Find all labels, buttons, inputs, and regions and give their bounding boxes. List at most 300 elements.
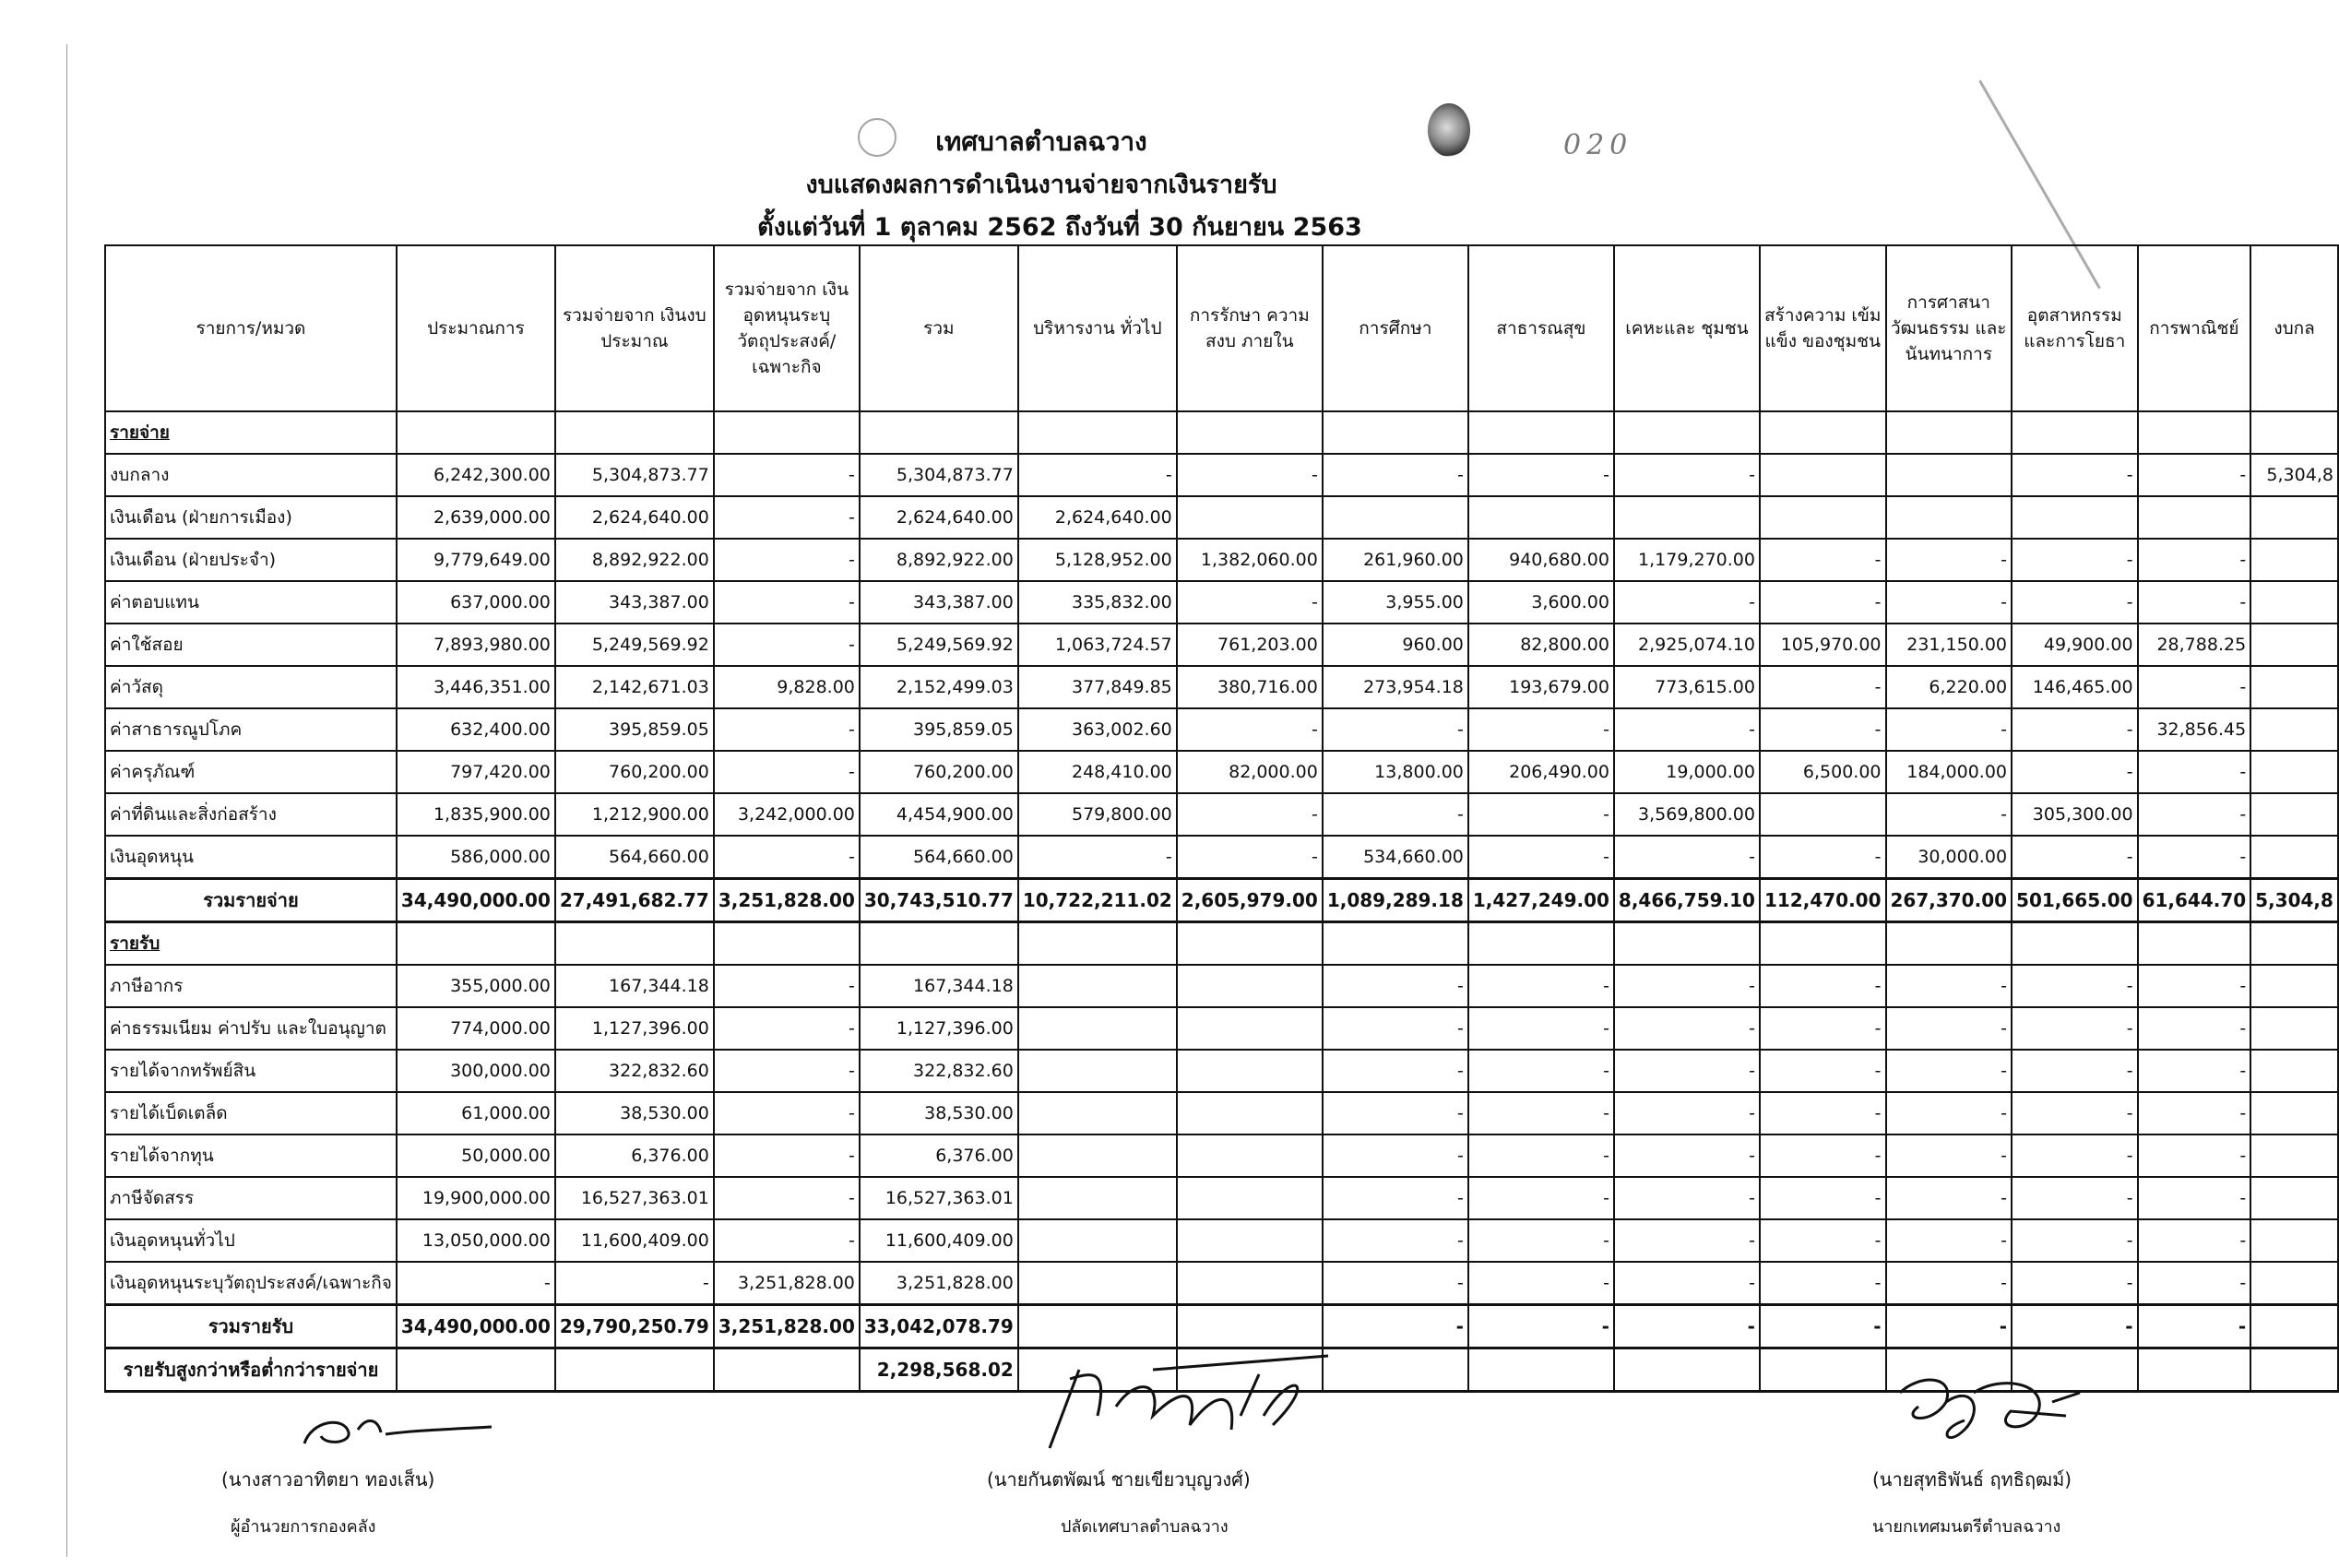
- table-cell: [1323, 496, 1468, 539]
- table-cell: [555, 922, 714, 966]
- table-cell: [2250, 539, 2338, 581]
- table-cell: 322,832.60: [555, 1050, 714, 1092]
- table-cell: 32,856.45: [2138, 708, 2251, 751]
- table-row: [105, 1050, 2338, 1092]
- table-cell: 1,089,289.18: [1323, 879, 1468, 922]
- report-table: [104, 244, 2339, 1393]
- table-cell: 231,150.00: [1886, 624, 2012, 666]
- table-cell: -: [1886, 1092, 2012, 1134]
- table-cell: 11,600,409.00: [860, 1219, 1018, 1262]
- table-cell: [2250, 624, 2338, 666]
- table-cell: -: [1614, 581, 1760, 624]
- table-cell: 30,743,510.77: [860, 879, 1018, 922]
- signatory-2-role: ปลัดเทศบาลตำบลฉวาง: [1061, 1517, 1229, 1537]
- table-cell: 33,042,078.79: [860, 1305, 1018, 1348]
- table-cell: [1018, 1134, 1177, 1177]
- table-cell: [1177, 1262, 1323, 1305]
- table-cell: -: [2012, 965, 2138, 1007]
- table-cell: -: [1323, 1007, 1468, 1050]
- table-cell: -: [2012, 581, 2138, 624]
- table-cell: [1018, 411, 1177, 454]
- table-cell: -: [1760, 1262, 1886, 1305]
- table-cell: 1,212,900.00: [555, 793, 714, 836]
- table-cell: -: [2012, 1092, 2138, 1134]
- table-row: [105, 1177, 2338, 1219]
- table-cell: -: [1760, 581, 1886, 624]
- table-cell: -: [714, 624, 860, 666]
- table-cell: 38,530.00: [555, 1092, 714, 1134]
- table-cell: [2250, 1219, 2338, 1262]
- table-cell: -: [2012, 1177, 2138, 1219]
- table-cell: 3,251,828.00: [860, 1262, 1018, 1305]
- table-cell: -: [1614, 454, 1760, 496]
- signatory-1-name: (นางสาวอาทิตยา ทองเส็น): [221, 1468, 435, 1491]
- table-cell: -: [714, 1134, 860, 1177]
- table-cell: 564,660.00: [860, 836, 1018, 879]
- table-cell: [1018, 1219, 1177, 1262]
- table-header-row: [105, 245, 2338, 411]
- table-cell: -: [2138, 539, 2251, 581]
- table-cell: -: [2012, 1007, 2138, 1050]
- table-cell: 16,527,363.01: [555, 1177, 714, 1219]
- table-cell: 5,304,873.77: [860, 454, 1018, 496]
- table-cell: -: [1886, 1050, 2012, 1092]
- signature-mayor: [1882, 1365, 2103, 1457]
- table-cell: -: [2138, 1092, 2251, 1134]
- table-cell: [1177, 1134, 1323, 1177]
- table-cell: [1760, 454, 1886, 496]
- table-cell: [1018, 922, 1177, 966]
- column-header: อุตสาหกรรม และการโยธา: [2012, 245, 2138, 411]
- table-cell: -: [1468, 1177, 1614, 1219]
- table-cell: 3,251,828.00: [714, 879, 860, 922]
- table-cell: -: [714, 581, 860, 624]
- table-cell: [1760, 496, 1886, 539]
- table-cell: 11,600,409.00: [555, 1219, 714, 1262]
- table-cell: 82,000.00: [1177, 751, 1323, 793]
- table-cell: -: [1323, 793, 1468, 836]
- table-cell: -: [1468, 454, 1614, 496]
- table-cell: -: [1614, 1305, 1760, 1348]
- section-row: [105, 922, 2338, 966]
- table-cell: -: [2138, 1134, 2251, 1177]
- table-cell: 167,344.18: [555, 965, 714, 1007]
- table-cell: -: [2138, 666, 2251, 708]
- table-cell: -: [1323, 1219, 1468, 1262]
- table-cell: -: [1323, 454, 1468, 496]
- table-cell: [1323, 922, 1468, 966]
- table-cell: [1018, 965, 1177, 1007]
- table-cell: -: [1323, 1305, 1468, 1348]
- table-cell: -: [2138, 1219, 2251, 1262]
- row-label: รายรับสูงกว่าหรือต่ำกว่ารายจ่าย: [105, 1348, 397, 1392]
- table-row: [105, 1092, 2338, 1134]
- table-cell: 30,000.00: [1886, 836, 2012, 879]
- table-cell: 6,376.00: [555, 1134, 714, 1177]
- table-cell: 343,387.00: [555, 581, 714, 624]
- table-cell: -: [1468, 1134, 1614, 1177]
- table-cell: [2250, 922, 2338, 966]
- table-cell: -: [2012, 454, 2138, 496]
- table-cell: [1018, 1007, 1177, 1050]
- table-cell: [1614, 411, 1760, 454]
- table-cell: -: [2138, 1007, 2251, 1050]
- table-cell: -: [1323, 1134, 1468, 1177]
- table-row: [105, 624, 2338, 666]
- table-cell: [2138, 496, 2251, 539]
- table-cell: [1760, 922, 1886, 966]
- table-cell: -: [1760, 965, 1886, 1007]
- row-label: เงินอุดหนุนระบุวัตถุประสงค์/เฉพาะกิจ: [105, 1262, 397, 1305]
- table-cell: 534,660.00: [1323, 836, 1468, 879]
- table-cell: [1760, 1348, 1886, 1392]
- table-cell: [2250, 1050, 2338, 1092]
- table-cell: 3,569,800.00: [1614, 793, 1760, 836]
- table-cell: [1177, 965, 1323, 1007]
- table-cell: [1468, 922, 1614, 966]
- table-cell: -: [1760, 836, 1886, 879]
- table-cell: -: [1177, 581, 1323, 624]
- table-cell: 2,624,640.00: [1018, 496, 1177, 539]
- table-cell: 6,500.00: [1760, 751, 1886, 793]
- expense-total-row: [105, 879, 2338, 922]
- table-cell: 105,970.00: [1760, 624, 1886, 666]
- table-cell: 8,892,922.00: [555, 539, 714, 581]
- table-cell: -: [1886, 539, 2012, 581]
- table-cell: 1,427,249.00: [1468, 879, 1614, 922]
- table-cell: [2250, 1177, 2338, 1219]
- table-cell: [860, 411, 1018, 454]
- table-cell: 273,954.18: [1323, 666, 1468, 708]
- signature-municipal-clerk: [1042, 1351, 1337, 1457]
- table-cell: 13,050,000.00: [397, 1219, 555, 1262]
- table-row: [105, 708, 2338, 751]
- table-cell: 167,344.18: [860, 965, 1018, 1007]
- table-cell: [1018, 1305, 1177, 1348]
- table-cell: 5,304,8: [2250, 454, 2338, 496]
- table-cell: 8,892,922.00: [860, 539, 1018, 581]
- table-cell: -: [1018, 454, 1177, 496]
- table-cell: -: [1323, 1177, 1468, 1219]
- column-header: การศึกษา: [1323, 245, 1468, 411]
- table-cell: -: [1177, 793, 1323, 836]
- table-cell: 773,615.00: [1614, 666, 1760, 708]
- page-number: 020: [1563, 129, 1633, 161]
- table-cell: -: [1468, 965, 1614, 1007]
- table-cell: -: [1614, 1177, 1760, 1219]
- table-cell: -: [1177, 836, 1323, 879]
- table-cell: -: [1614, 708, 1760, 751]
- table-cell: [1468, 411, 1614, 454]
- table-cell: -: [1614, 1050, 1760, 1092]
- table-cell: -: [1614, 965, 1760, 1007]
- table-cell: [1177, 1305, 1323, 1348]
- table-cell: [2250, 666, 2338, 708]
- table-body: [105, 411, 2338, 1392]
- table-cell: 19,000.00: [1614, 751, 1760, 793]
- table-cell: -: [714, 836, 860, 879]
- table-cell: [1468, 496, 1614, 539]
- row-label: เงินอุดหนุนทั่วไป: [105, 1219, 397, 1262]
- table-cell: [1177, 1007, 1323, 1050]
- table-cell: -: [2138, 1177, 2251, 1219]
- table-cell: [1760, 793, 1886, 836]
- table-cell: 2,624,640.00: [555, 496, 714, 539]
- table-cell: 761,203.00: [1177, 624, 1323, 666]
- table-cell: 38,530.00: [860, 1092, 1018, 1134]
- section-heading: รายจ่าย: [105, 411, 397, 454]
- table-cell: -: [1760, 1092, 1886, 1134]
- table-cell: [1177, 1177, 1323, 1219]
- report-title: งบแสดงผลการดำเนินงานจ่ายจากเงินรายรับ: [805, 171, 1277, 199]
- column-header: รายการ/หมวด: [105, 245, 397, 411]
- column-header: รวมจ่ายจาก เงินอุดหนุนระบุ วัตถุประสงค์/ เฉพาะกิจ: [714, 245, 860, 411]
- table-cell: -: [714, 708, 860, 751]
- table-cell: -: [1614, 1007, 1760, 1050]
- table-cell: 13,800.00: [1323, 751, 1468, 793]
- table-cell: -: [1760, 1050, 1886, 1092]
- table-cell: 27,491,682.77: [555, 879, 714, 922]
- table-cell: [1177, 496, 1323, 539]
- table-cell: 377,849.85: [1018, 666, 1177, 708]
- table-cell: -: [1468, 1305, 1614, 1348]
- table-cell: -: [1018, 836, 1177, 879]
- table-cell: [397, 411, 555, 454]
- signatory-3-name: (นายสุทธิพันธ์ ฤทธิฤฒม์): [1872, 1468, 2072, 1491]
- table-cell: [2250, 581, 2338, 624]
- table-cell: 2,639,000.00: [397, 496, 555, 539]
- table-cell: 206,490.00: [1468, 751, 1614, 793]
- table-cell: -: [2138, 454, 2251, 496]
- row-label: รายได้จากทรัพย์สิน: [105, 1050, 397, 1092]
- table-cell: -: [714, 496, 860, 539]
- table-cell: -: [714, 539, 860, 581]
- table-cell: [2250, 1348, 2338, 1392]
- table-cell: 261,960.00: [1323, 539, 1468, 581]
- table-cell: 3,242,000.00: [714, 793, 860, 836]
- table-cell: -: [2138, 1262, 2251, 1305]
- table-cell: 1,179,270.00: [1614, 539, 1760, 581]
- table-cell: [2138, 922, 2251, 966]
- row-label: ค่าครุภัณฑ์: [105, 751, 397, 793]
- table-cell: -: [1760, 1007, 1886, 1050]
- table-cell: -: [714, 454, 860, 496]
- table-cell: 300,000.00: [397, 1050, 555, 1092]
- table-cell: 797,420.00: [397, 751, 555, 793]
- table-cell: [2250, 1007, 2338, 1050]
- table-cell: 2,152,499.03: [860, 666, 1018, 708]
- table-cell: -: [1886, 965, 2012, 1007]
- table-cell: 5,249,569.92: [860, 624, 1018, 666]
- table-cell: 3,251,828.00: [714, 1305, 860, 1348]
- table-cell: 9,828.00: [714, 666, 860, 708]
- table-cell: -: [1760, 1134, 1886, 1177]
- table-cell: -: [714, 751, 860, 793]
- table-cell: -: [714, 965, 860, 1007]
- table-cell: 193,679.00: [1468, 666, 1614, 708]
- table-cell: -: [1886, 1177, 2012, 1219]
- table-cell: 960.00: [1323, 624, 1468, 666]
- table-cell: -: [1614, 836, 1760, 879]
- column-header: การรักษา ความสงบ ภายใน: [1177, 245, 1323, 411]
- table-cell: 267,370.00: [1886, 879, 2012, 922]
- table-cell: 637,000.00: [397, 581, 555, 624]
- row-label: เงินเดือน (ฝ่ายประจำ): [105, 539, 397, 581]
- table-cell: 4,454,900.00: [860, 793, 1018, 836]
- table-cell: 2,142,671.03: [555, 666, 714, 708]
- table-cell: [860, 922, 1018, 966]
- column-header: งบกล: [2250, 245, 2338, 411]
- table-row: [105, 1262, 2338, 1305]
- row-label: รายได้จากทุน: [105, 1134, 397, 1177]
- table-row: [105, 539, 2338, 581]
- table-cell: -: [2138, 836, 2251, 879]
- table-cell: [714, 1348, 860, 1392]
- table-row: [105, 836, 2338, 879]
- table-cell: [1018, 1050, 1177, 1092]
- table-cell: -: [1886, 581, 2012, 624]
- column-header: การพาณิชย์: [2138, 245, 2251, 411]
- table-cell: -: [1468, 1007, 1614, 1050]
- table-cell: 3,251,828.00: [714, 1262, 860, 1305]
- row-label: เงินเดือน (ฝ่ายการเมือง): [105, 496, 397, 539]
- table-cell: 363,002.60: [1018, 708, 1177, 751]
- table-cell: [1886, 454, 2012, 496]
- table-cell: -: [1760, 1177, 1886, 1219]
- table-cell: -: [1323, 965, 1468, 1007]
- table-cell: 10,722,211.02: [1018, 879, 1177, 922]
- table-cell: -: [555, 1262, 714, 1305]
- income-total-row: [105, 1305, 2338, 1348]
- table-cell: -: [2012, 1262, 2138, 1305]
- row-label: รวมรายจ่าย: [105, 879, 397, 922]
- table-cell: [1614, 496, 1760, 539]
- table-cell: [2250, 496, 2338, 539]
- table-cell: [1760, 411, 1886, 454]
- report-period: ตั้งแต่วันที่ 1 ตุลาคม 2562 ถึงวันที่ 30 กันยายน 2563: [757, 213, 1362, 242]
- table-cell: [2250, 836, 2338, 879]
- table-cell: [1018, 1092, 1177, 1134]
- table-cell: 355,000.00: [397, 965, 555, 1007]
- table-cell: 3,955.00: [1323, 581, 1468, 624]
- table-cell: -: [1886, 708, 2012, 751]
- signatory-3-role: นายกเทศมนตรีตำบลฉวาง: [1872, 1517, 2061, 1537]
- table-cell: 61,000.00: [397, 1092, 555, 1134]
- column-header: รวมจ่ายจาก เงินงบประมาณ: [555, 245, 714, 411]
- table-cell: [2250, 1305, 2338, 1348]
- row-label: ค่าที่ดินและสิ่งก่อสร้าง: [105, 793, 397, 836]
- table-cell: 760,200.00: [555, 751, 714, 793]
- table-cell: 774,000.00: [397, 1007, 555, 1050]
- row-label: ภาษีจัดสรร: [105, 1177, 397, 1219]
- table-cell: 501,665.00: [2012, 879, 2138, 922]
- table-cell: [2250, 751, 2338, 793]
- column-header: การศาสนา วัฒนธรรม และ นันทนาการ: [1886, 245, 2012, 411]
- table-cell: -: [2012, 751, 2138, 793]
- table-cell: -: [1177, 708, 1323, 751]
- table-cell: -: [2012, 836, 2138, 879]
- table-cell: [1018, 1177, 1177, 1219]
- table-cell: 5,128,952.00: [1018, 539, 1177, 581]
- table-cell: 579,800.00: [1018, 793, 1177, 836]
- table-cell: 2,605,979.00: [1177, 879, 1323, 922]
- table-cell: -: [1886, 1305, 2012, 1348]
- table-cell: 335,832.00: [1018, 581, 1177, 624]
- table-cell: -: [2138, 965, 2251, 1007]
- table-cell: [1177, 922, 1323, 966]
- table-cell: 7,893,980.00: [397, 624, 555, 666]
- table-cell: 6,242,300.00: [397, 454, 555, 496]
- table-cell: 2,298,568.02: [860, 1348, 1018, 1392]
- table-cell: 184,000.00: [1886, 751, 2012, 793]
- table-cell: [714, 922, 860, 966]
- report-table-wrapper: [104, 244, 2333, 1381]
- table-cell: 586,000.00: [397, 836, 555, 879]
- table-cell: -: [2138, 1050, 2251, 1092]
- table-cell: [555, 411, 714, 454]
- section-row: [105, 411, 2338, 454]
- table-cell: [1177, 1050, 1323, 1092]
- table-cell: -: [2138, 581, 2251, 624]
- table-cell: 1,127,396.00: [860, 1007, 1018, 1050]
- table-cell: 9,779,649.00: [397, 539, 555, 581]
- table-row: [105, 496, 2338, 539]
- table-cell: 940,680.00: [1468, 539, 1614, 581]
- row-label: ภาษีอากร: [105, 965, 397, 1007]
- table-cell: [2250, 411, 2338, 454]
- table-cell: -: [2138, 751, 2251, 793]
- table-cell: [2138, 1348, 2251, 1392]
- row-label: งบกลาง: [105, 454, 397, 496]
- table-row: [105, 1219, 2338, 1262]
- table-cell: -: [714, 1177, 860, 1219]
- table-cell: 5,304,873.77: [555, 454, 714, 496]
- table-cell: [1614, 1348, 1760, 1392]
- table-cell: -: [714, 1007, 860, 1050]
- table-cell: [2138, 411, 2251, 454]
- table-cell: [1177, 1219, 1323, 1262]
- table-cell: [1468, 1348, 1614, 1392]
- table-cell: 3,600.00: [1468, 581, 1614, 624]
- table-cell: [2012, 922, 2138, 966]
- table-cell: -: [1886, 1007, 2012, 1050]
- table-cell: 2,925,074.10: [1614, 624, 1760, 666]
- row-label: ค่าตอบแทน: [105, 581, 397, 624]
- table-cell: [1018, 1262, 1177, 1305]
- table-cell: 343,387.00: [860, 581, 1018, 624]
- table-cell: [1886, 411, 2012, 454]
- table-cell: 1,127,396.00: [555, 1007, 714, 1050]
- table-row: [105, 1007, 2338, 1050]
- table-cell: [2250, 965, 2338, 1007]
- column-header: ประมาณการ: [397, 245, 555, 411]
- table-cell: 380,716.00: [1177, 666, 1323, 708]
- table-cell: -: [1468, 708, 1614, 751]
- signature-finance-director: [293, 1379, 505, 1457]
- table-cell: -: [1323, 708, 1468, 751]
- table-cell: -: [1323, 1050, 1468, 1092]
- table-cell: 50,000.00: [397, 1134, 555, 1177]
- table-cell: [2250, 708, 2338, 751]
- table-cell: 6,376.00: [860, 1134, 1018, 1177]
- column-header: สร้างความ เข้มแข็ง ของชุมชน: [1760, 245, 1886, 411]
- table-cell: -: [1614, 1092, 1760, 1134]
- row-label: รวมรายรับ: [105, 1305, 397, 1348]
- table-cell: -: [1760, 1219, 1886, 1262]
- row-label: ค่าใช้สอย: [105, 624, 397, 666]
- table-cell: 564,660.00: [555, 836, 714, 879]
- table-cell: 82,800.00: [1468, 624, 1614, 666]
